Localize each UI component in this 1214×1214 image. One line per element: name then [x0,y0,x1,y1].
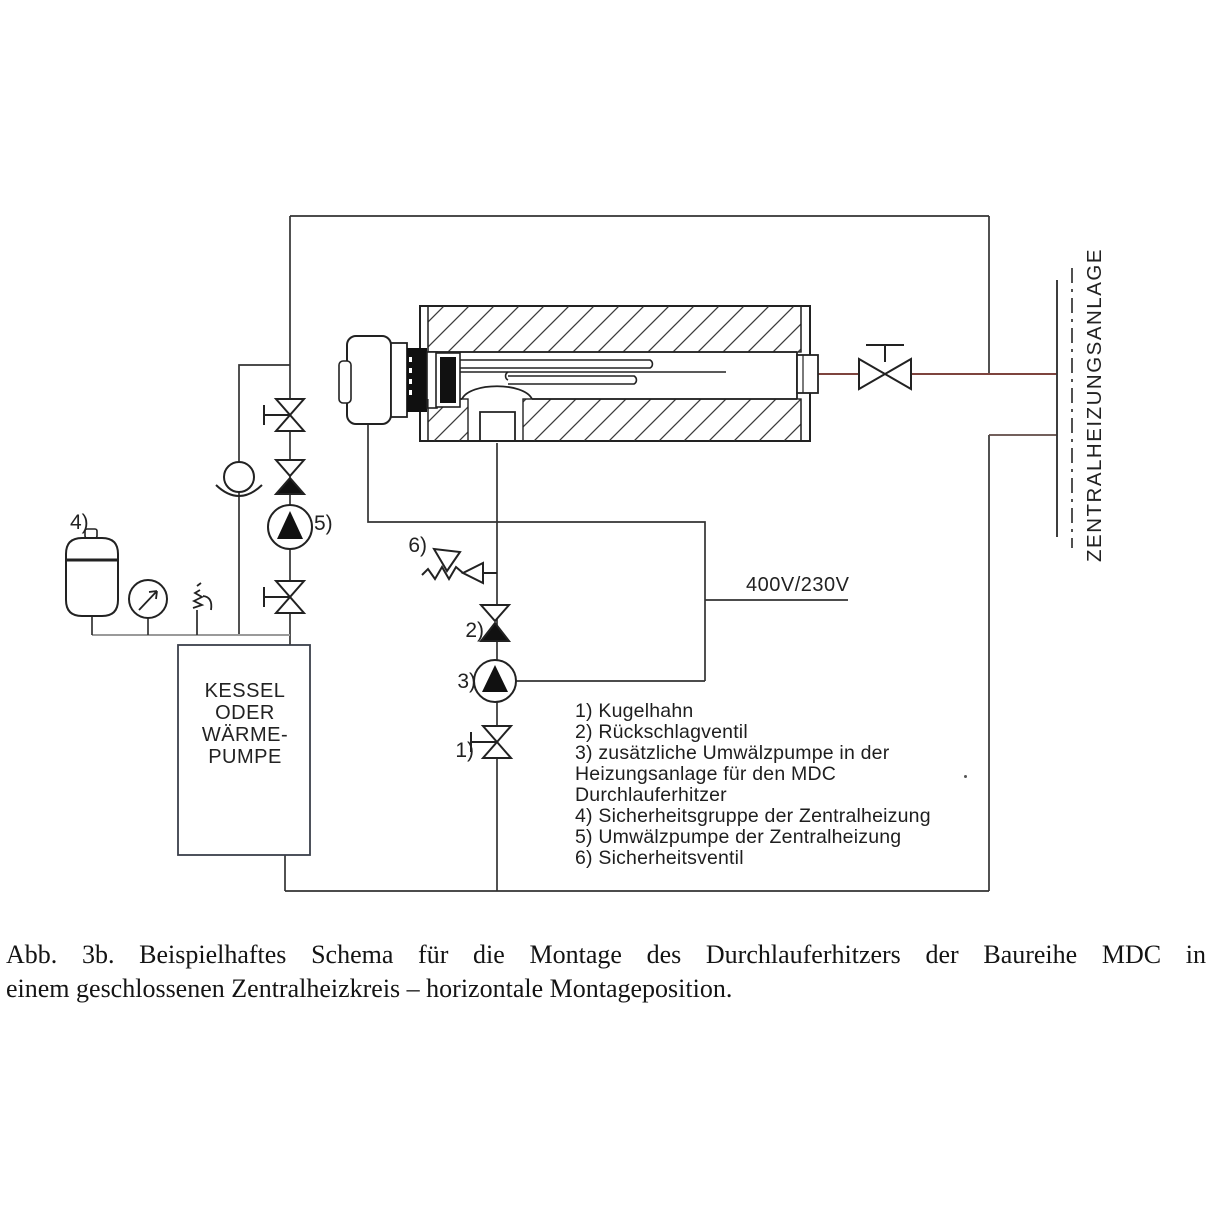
label-3: 3) [457,670,476,693]
label-4: 4) [70,511,89,534]
heater-assembly [339,306,818,441]
boiler-safety-valve-icon [193,583,211,635]
boiler-label-line3: WÄRME- [201,724,289,746]
central-heating-label: ZENTRALHEIZUNGSANLAGE [1083,248,1106,562]
boiler-label-line4: PUMPE [208,746,282,768]
pressure-gauge-icon [129,580,167,635]
legend-line: 4) Sicherheitsgruppe der Zentralheizung [575,805,931,827]
safety-valve-6-icon [422,549,497,583]
label-5: 5) [314,512,333,535]
heater-insulation-top [428,306,801,352]
outlet-ball-valve-icon [859,345,911,389]
boiler-label-line2: ODER [215,702,275,724]
air-vent-icon [216,462,262,496]
label-1: 1) [455,739,474,762]
boiler-label-line1: KESSEL [204,680,286,702]
ball-valve-1-icon [471,726,511,758]
figure-caption [6,938,1206,1006]
pump-3-icon [474,660,516,702]
legend-line: 6) Sicherheitsventil [575,847,744,869]
boiler-box [178,645,310,855]
legend-line: Heizungsanlage für den MDC [575,763,837,785]
label-6: 6) [408,534,427,557]
pump-5-icon [268,505,312,549]
left-ball-valve-bottom-icon [264,581,304,613]
head-side-tab [339,361,351,403]
legend-line: 2) Rückschlagventil [575,721,748,743]
caption-line-1: Abb. 3b. Beispielhaftes Schema für die Montage des Durchlauferhitzers der Baureihe MDC in [6,940,1206,969]
safety-group [66,529,211,635]
legend-line: 3) zusätzliche Umwälzpumpe in der [575,742,890,764]
head-outer-cap [347,336,391,424]
scan-speck [964,775,967,778]
left-check-valve-icon [276,460,304,494]
legend-line: Durchlauferhitzer [575,784,727,806]
power-supply-label: 400V/230V [746,574,850,596]
heater-insulation-bottom-right [523,399,801,441]
caption-line-2: einem geschlossenen Zentralheizkreis – horizontale Montageposition. [6,974,733,1003]
head-terminal-fill [440,357,456,403]
check-valve-2-icon [481,605,509,641]
valve-handle [866,345,904,362]
expansion-vessel-icon [66,529,118,635]
heater-outlet-fitting [797,355,818,393]
left-ball-valve-top-icon [264,399,304,431]
legend-line: 5) Umwälzpumpe der Zentralheizung [575,826,902,848]
system-boundary [1057,248,1106,562]
head-mid-section [391,343,407,417]
legend [575,701,931,869]
label-2: 2) [465,619,484,642]
legend-line: 1) Kugelhahn [575,700,694,722]
